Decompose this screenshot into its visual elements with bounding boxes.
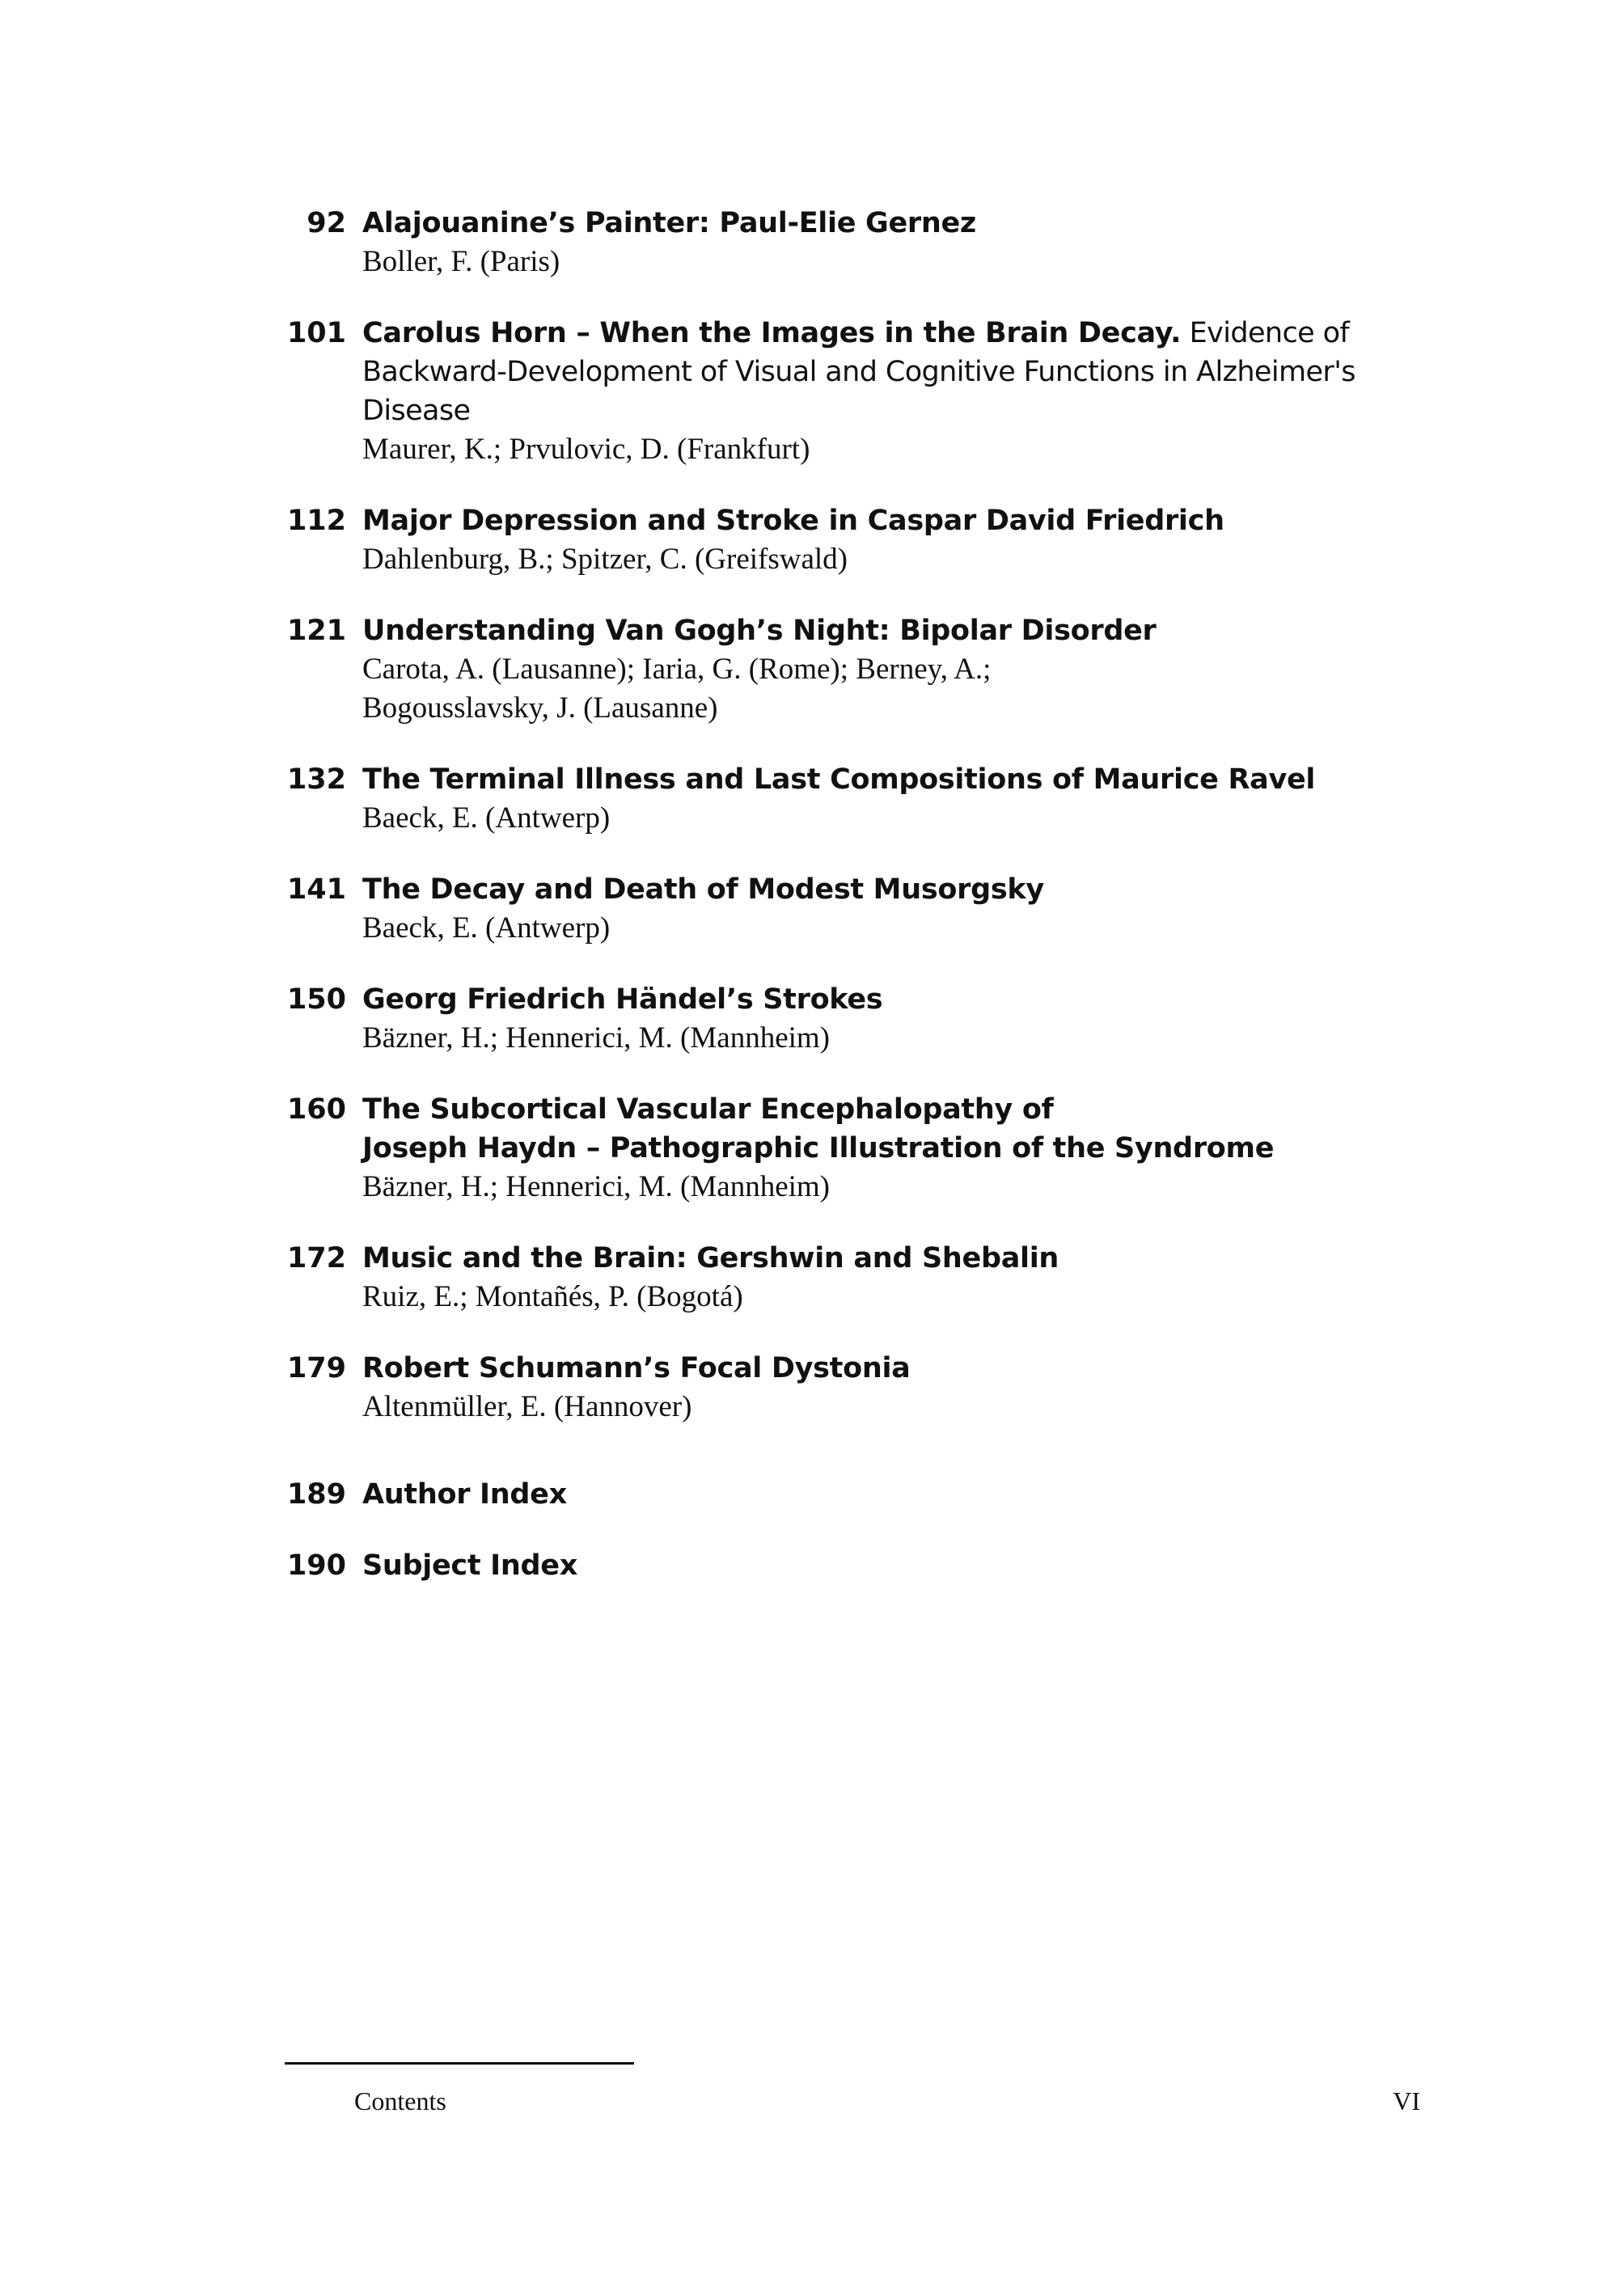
page-number: 101 [286,317,346,349]
entry-title: The Decay and Death of Modest Musorgsky [362,873,1044,906]
entry-authors: Altenmüller, E. (Hannover) [362,1390,692,1423]
entry-title: Robert Schumann’s Focal Dystonia [362,1352,911,1384]
footer-section-label: Contents [354,2086,446,2116]
page-number: 112 [286,505,346,537]
toc-entry-172[interactable] [275,1239,1440,1317]
entry-authors: Boller, F. (Paris) [362,245,560,278]
entry-title: The Terminal Illness and Last Compositions of Maurice Ravel [362,763,1316,796]
page-number: 141 [286,873,346,906]
toc-entry-150[interactable] [275,980,1440,1058]
entry-title-line2: Joseph Haydn – Pathographic Illustration of the Syndrome [362,1132,1275,1165]
page-number: 150 [286,983,346,1016]
entry-authors: Bäzner, H.; Hennerici, M. (Mannheim) [362,1021,830,1055]
page-number: 179 [286,1352,346,1384]
page-number: 132 [286,763,346,796]
page-number: 190 [286,1549,346,1582]
entry-title: Music and the Brain: Gershwin and Shebalin [362,1242,1059,1274]
toc-entry-101[interactable] [275,314,1440,469]
entry-title [362,314,1440,430]
entry-title: Subject Index [362,1549,577,1582]
footer-page-number: VI [1393,2086,1420,2116]
entry-authors: Maurer, K.; Prvulovic, D. (Frankfurt) [362,433,810,466]
toc-entry-subject-index[interactable] [275,1546,1440,1585]
entry-authors: Dahlenburg, B.; Spitzer, C. (Greifswald) [362,543,848,576]
toc-entry-112[interactable] [275,501,1440,579]
entry-authors: Ruiz, E.; Montañés, P. (Bogotá) [362,1280,743,1313]
entry-title: Author Index [362,1478,567,1511]
entry-title: Georg Friedrich Händel’s Strokes [362,983,883,1016]
entry-authors: Baeck, E. (Antwerp) [362,911,611,945]
toc-entry-121[interactable] [275,611,1440,728]
page-number: 189 [286,1478,346,1511]
entry-authors: Baeck, E. (Antwerp) [362,801,611,835]
entry-subtitle: Evidence of Backward-Development of Visual and Cognitive Functions in Alzheimer's Disease [362,317,1355,427]
entry-title: Understanding Van Gogh’s Night: Bipolar Disorder [362,615,1157,647]
page-number: 172 [286,1242,346,1274]
toc-entry-141[interactable] [275,870,1440,948]
entry-title-main: Carolus Horn – When the Images in the Brain Decay. [362,317,1182,349]
toc-entry-author-index[interactable] [275,1475,1440,1514]
page-number: 92 [307,207,346,239]
entry-authors-line1: Carota, A. (Lausanne); Iaria, G. (Rome); Berney, A.; [362,653,992,686]
entry-authors: Bäzner, H.; Hennerici, M. (Mannheim) [362,1170,830,1203]
entry-authors-line2: Bogousslavsky, J. (Lausanne) [362,691,718,725]
entry-title-line1: The Subcortical Vascular Encephalopathy of [362,1093,1054,1126]
footer-rule [285,2062,634,2065]
toc-entry-160[interactable] [275,1090,1440,1207]
toc-entry-179[interactable] [275,1349,1440,1427]
entry-title: Alajouanine’s Painter: Paul-Elie Gernez [362,207,976,239]
page-number: 160 [286,1093,346,1126]
table-of-contents [275,204,1440,1617]
toc-entry-132[interactable] [275,760,1440,838]
page-number: 121 [286,615,346,647]
toc-entry-92[interactable] [275,204,1440,281]
entry-title: Major Depression and Stroke in Caspar David Friedrich [362,505,1224,537]
